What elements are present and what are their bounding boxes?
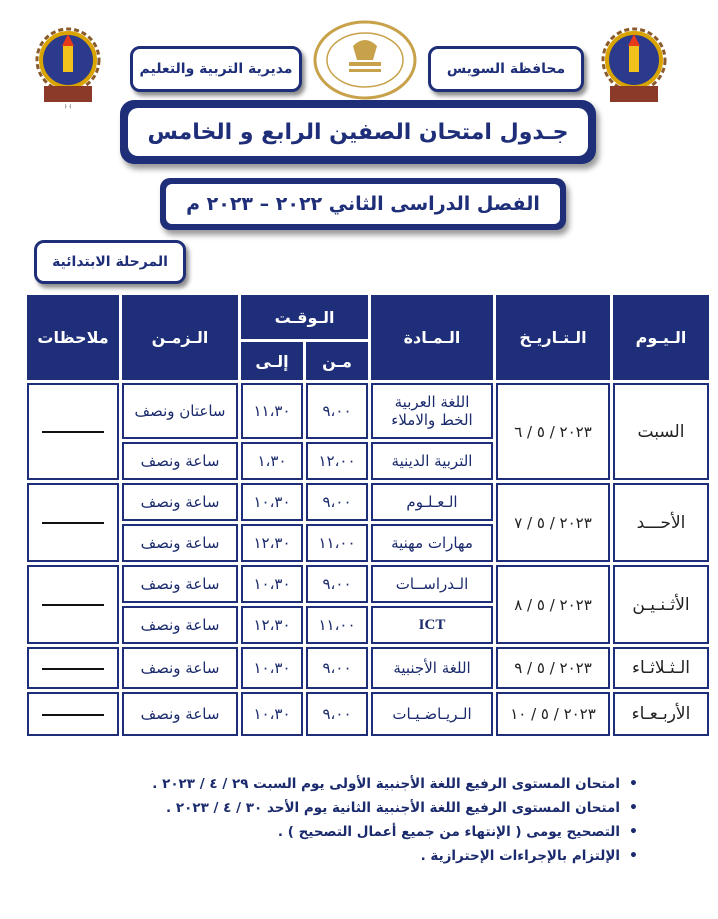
to-cell: ١٢،٣٠ — [241, 606, 303, 644]
header-time: الـوقـت — [241, 295, 368, 339]
subject-cell: الـعـلـوم — [371, 483, 493, 521]
subject-cell: اللغة العربية الخط والاملاء — [371, 383, 493, 439]
empty-dash — [42, 604, 104, 606]
table-row — [27, 647, 709, 689]
notes-cell — [27, 565, 119, 644]
from-cell: ٩،٠٠ — [306, 565, 368, 603]
duration-cell: ساعة ونصف — [122, 442, 238, 480]
semester-title: الفصل الدراسى الثاني ٢٠٢٢ – ٢٠٢٣ م — [166, 184, 560, 224]
to-cell: ١٠،٣٠ — [241, 565, 303, 603]
to-cell: ١٠،٣٠ — [241, 692, 303, 736]
svg-text:﴿ ﴾: ﴿ ﴾ — [64, 104, 72, 110]
duration-cell: ساعتان ونصف — [122, 383, 238, 439]
empty-dash — [42, 522, 104, 524]
empty-dash — [42, 668, 104, 670]
notes-cell — [27, 483, 119, 562]
subject-cell: ICT — [371, 606, 493, 644]
to-cell: ١٠،٣٠ — [241, 483, 303, 521]
notes-cell — [27, 647, 119, 689]
date-cell: ٢٠٢٣ / ٥ / ٦ — [496, 383, 610, 480]
duration-cell: ساعة ونصف — [122, 483, 238, 521]
ministry-seal-icon — [313, 20, 417, 100]
list-item: • امتحان المستوى الرفيع اللغة الأجنبية الثانية يوم الأحد ٣٠ / ٤ / ٢٠٢٣ . — [78, 796, 638, 820]
table-row — [27, 565, 709, 603]
list-item: • امتحان المستوى الرفيع اللغة الأجنبية الأولى يوم السبت ٢٩ / ٤ / ٢٠٢٣ . — [78, 772, 638, 796]
semester-bar — [160, 178, 566, 230]
header-notes: ملاحظات — [27, 295, 119, 380]
subject-cell: مهارات مهنية — [371, 524, 493, 562]
empty-dash — [42, 431, 104, 433]
notes-cell — [27, 383, 119, 480]
to-cell: ١٢،٣٠ — [241, 524, 303, 562]
day-cell: السبت — [613, 383, 709, 480]
table-row — [27, 383, 709, 439]
duration-cell: ساعة ونصف — [122, 606, 238, 644]
header-day: الـيـوم — [613, 295, 709, 380]
title-bar — [120, 100, 596, 164]
from-cell: ٩،٠٠ — [306, 692, 368, 736]
table-row — [27, 483, 709, 521]
to-cell: ١١،٣٠ — [241, 383, 303, 439]
header-date: الـتـاريـخ — [496, 295, 610, 380]
header-duration: الـزمـن — [122, 295, 238, 380]
notes-cell — [27, 692, 119, 736]
subject-cell: اللغة الأجنبية — [371, 647, 493, 689]
from-cell: ٩،٠٠ — [306, 647, 368, 689]
duration-cell: ساعة ونصف — [122, 524, 238, 562]
header-from: مـن — [306, 342, 368, 380]
directorate-logo-icon — [596, 24, 672, 110]
schedule-table — [24, 292, 712, 739]
from-cell: ١٢،٠٠ — [306, 442, 368, 480]
date-cell: ٢٠٢٣ / ٥ / ٨ — [496, 565, 610, 644]
directorate-logo-icon — [30, 24, 106, 110]
to-cell: ١،٣٠ — [241, 442, 303, 480]
table-row — [27, 692, 709, 736]
page-title: جـدول امتحان الصفين الرابع و الخامس — [128, 108, 588, 156]
subject-cell: الـريـاضـيـات — [371, 692, 493, 736]
from-cell: ١١،٠٠ — [306, 606, 368, 644]
header-to: إلـى — [241, 342, 303, 380]
duration-cell: ساعة ونصف — [122, 647, 238, 689]
day-cell: الأحـــد — [613, 483, 709, 562]
day-cell: الأربـعـاء — [613, 692, 709, 736]
stage-label: المرحلة الابتدائية — [34, 240, 186, 284]
from-cell: ٩،٠٠ — [306, 383, 368, 439]
day-cell: الأثـنـيـن — [613, 565, 709, 644]
day-cell: الـثـلاثـاء — [613, 647, 709, 689]
date-cell: ٢٠٢٣ / ٥ / ٩ — [496, 647, 610, 689]
list-item: • التصحيح يومى ( الإنتهاء من جميع أعمال التصحيح ) . — [78, 820, 638, 844]
directorate-label: مديرية التربية والتعليم — [130, 46, 302, 92]
duration-cell: ساعة ونصف — [122, 565, 238, 603]
date-cell: ٢٠٢٣ / ٥ / ١٠ — [496, 692, 610, 736]
date-cell: ٢٠٢٣ / ٥ / ٧ — [496, 483, 610, 562]
to-cell: ١٠،٣٠ — [241, 647, 303, 689]
subject-cell: الـدراســات — [371, 565, 493, 603]
empty-dash — [42, 714, 104, 716]
header-subject: الـمـادة — [371, 295, 493, 380]
notes-list — [78, 772, 638, 868]
list-item: • الإلتزام بالإجراءات الإحترازية . — [78, 844, 638, 868]
from-cell: ٩،٠٠ — [306, 483, 368, 521]
subject-cell: التربية الدينية — [371, 442, 493, 480]
duration-cell: ساعة ونصف — [122, 692, 238, 736]
governorate-label: محافظة السويس — [428, 46, 584, 92]
from-cell: ١١،٠٠ — [306, 524, 368, 562]
